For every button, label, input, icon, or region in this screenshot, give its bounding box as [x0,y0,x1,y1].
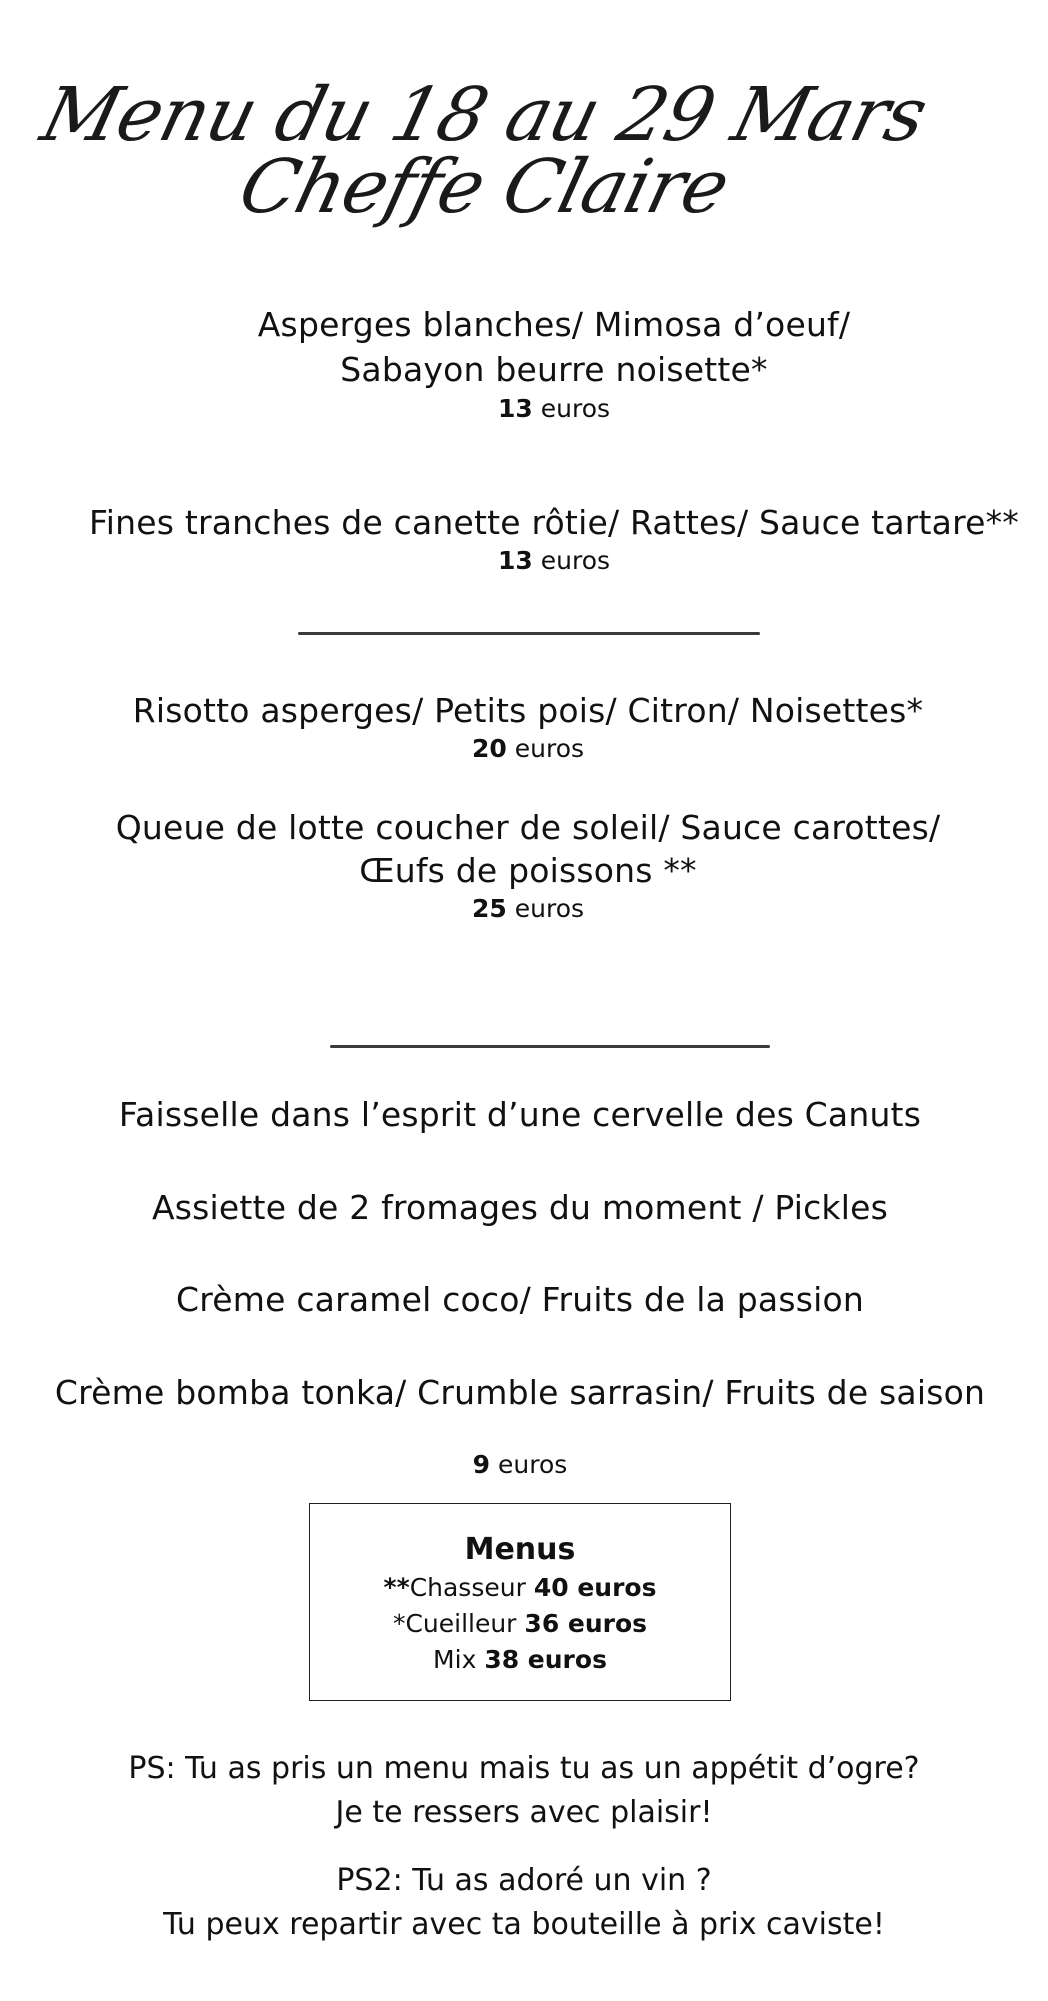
dessert-price: 9 euros [472,1450,568,1479]
ps2-line2: Tu peux repartir avec ta bouteille à prix caviste! [163,1907,885,1942]
dessert-item-1: Faisselle dans l’esprit d’une cervelle des Canuts [118,1095,922,1134]
starter-1-price: 13 euros [497,394,611,423]
menu-option-label: *Cueilleur [392,1609,517,1638]
menu-option-mix [310,1642,730,1678]
menu-title: Menu du 18 au 29 Mars [33,72,935,158]
main-2-name-line2: Œufs de poissons ** [359,851,697,890]
menu-option-price: 40 euros [533,1573,657,1602]
starter-1-name-line2: Sabayon beurre noisette* [340,350,768,389]
menu-option-price: 36 euros [524,1609,648,1638]
main-1-price: 20 euros [471,734,585,763]
ps1-line2: Je te ressers avec plaisir! [335,1795,713,1830]
main-2-price: 25 euros [471,894,585,923]
dessert-item-2: Assiette de 2 fromages du moment / Pickles [151,1188,889,1227]
menu-option-chasseur: **Chasseur 40 euros [383,1573,657,1602]
ps1-line1: PS: Tu as pris un menu mais tu as un appétit d’ogre? [128,1751,920,1786]
menu-option-price: 38 euros [484,1645,607,1674]
menus-title: Menus [464,1532,576,1567]
menus-box [309,1503,731,1701]
section-divider-1 [298,632,760,635]
starter-2-price: 13 euros [497,546,611,575]
starter-2-name: Fines tranches de canette rôtie/ Rattes/ Sauce tartare** [88,503,1020,542]
dessert-item-4: Crème bomba tonka/ Crumble sarrasin/ Fruits de saison [54,1373,986,1412]
menu-option-label: Chasseur [409,1573,526,1602]
chef-name: Cheffe Claire [231,144,737,230]
main-2-name-line1: Queue de lotte coucher de soleil/ Sauce carottes/ [115,808,941,847]
dessert-item-3: Crème caramel coco/ Fruits de la passion [176,1280,864,1319]
starter-1-name-line1: Asperges blanches/ Mimosa d’oeuf/ [257,305,851,344]
menu-option-cueilleur [310,1606,730,1642]
section-divider-2 [330,1045,770,1048]
menu-option-label: Mix [433,1645,477,1674]
main-1-name: Risotto asperges/ Petits pois/ Citron/ Noisettes* [132,691,924,730]
ps2-line1: PS2: Tu as adoré un vin ? [336,1863,712,1898]
